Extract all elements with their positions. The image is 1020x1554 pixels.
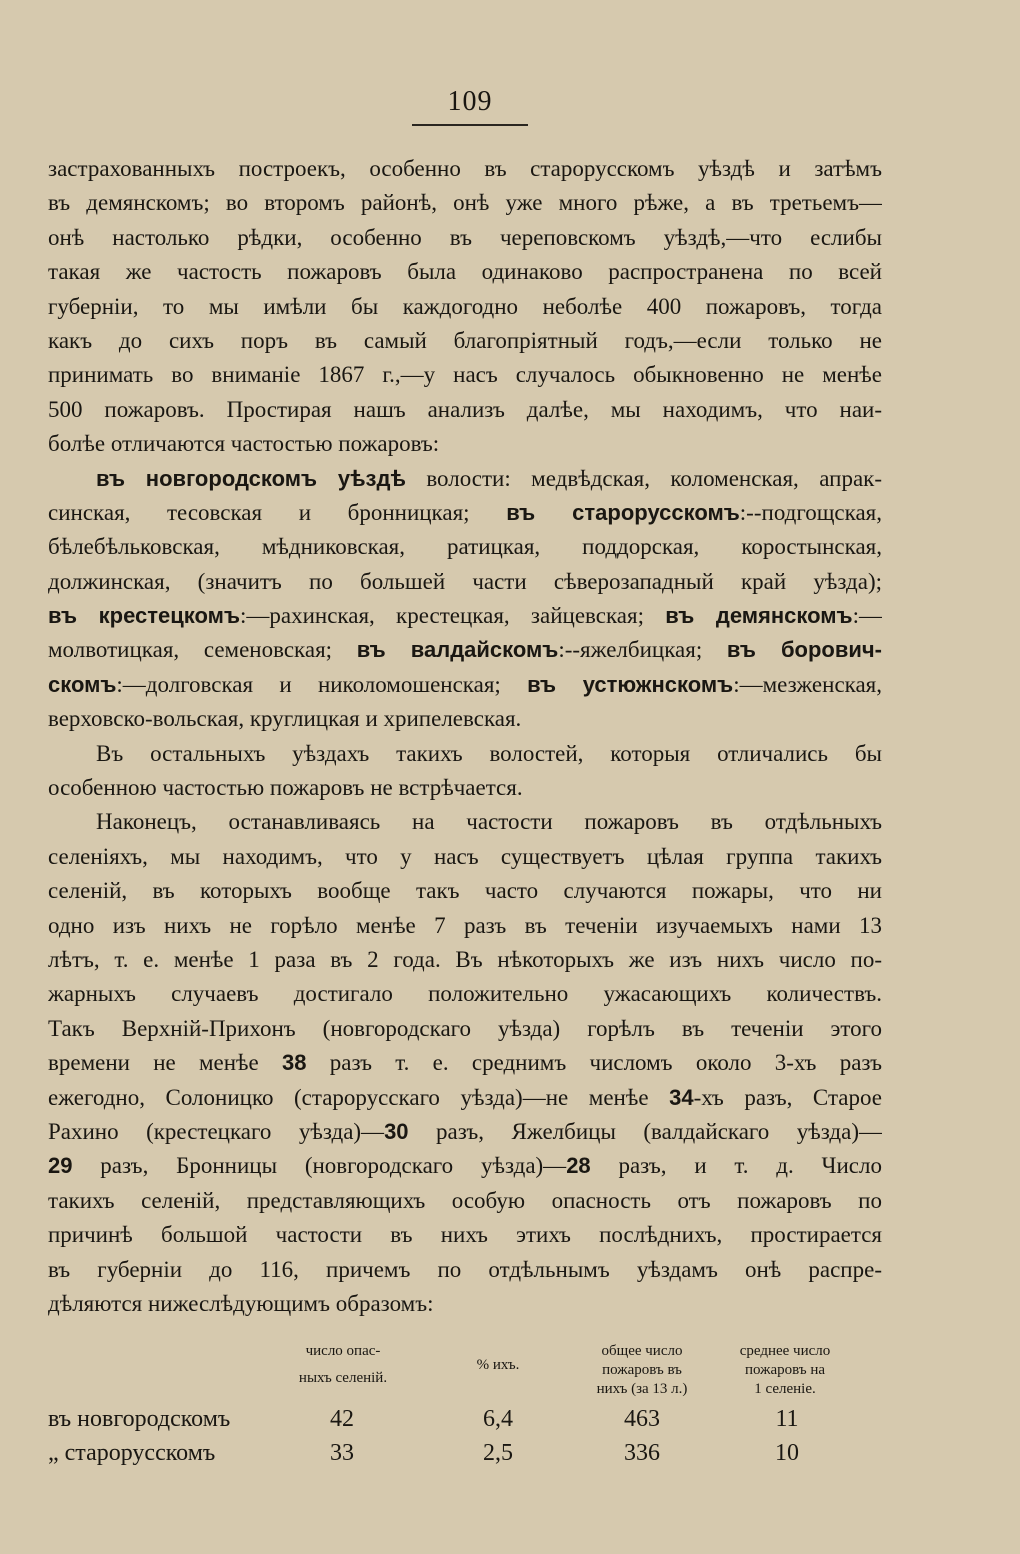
district-name: въ старорусскомъ — [506, 499, 740, 525]
dangerous-villages-cell: 42 — [330, 1406, 354, 1432]
text-line: особенною частостью пожаровъ не встрѣчается. — [48, 775, 523, 801]
district-name: въ новгородскомъ уѣздѣ — [96, 465, 406, 491]
fire-count: 30 — [384, 1118, 409, 1144]
text-line: бѣлебѣльковская, мѣдниковская, ратицкая, поддорская, коростынская, — [48, 534, 882, 560]
text-line: въ крестецкомъ:—рахинская, крестецкая, зайцевская; въ демянскомъ:— — [48, 603, 882, 629]
text-line: должинская, (значитъ по большей части сѣверозападный край уѣзда); — [48, 568, 882, 594]
text-line: Такъ Верхній-Прихонъ (новгородскаго уѣзда) горѣлъ въ теченіи этого — [48, 1015, 882, 1041]
fire-count: 28 — [566, 1153, 591, 1179]
text-line: въ губерніи до 116, причемъ по отдѣльнымъ уѣздамъ онѣ распре- — [48, 1256, 882, 1282]
district-name: скомъ — [48, 671, 117, 697]
text-line: молвотицкая, семеновская; въ валдайскомъ:--яжелбицкая; въ борович- — [48, 637, 882, 663]
text-line: 29 разъ, Бронницы (новгородскаго уѣзда)—28 разъ, и т. д. Число — [48, 1153, 882, 1179]
fire-count: 34 — [669, 1084, 694, 1110]
text-line: одно изъ нихъ не горѣло менѣе 7 разъ въ теченіи изучаемыхъ нами 13 — [48, 912, 882, 938]
district-name: въ крестецкомъ — [48, 603, 240, 629]
table-row — [48, 1402, 888, 1436]
header-percent: % ихъ. — [476, 1357, 520, 1373]
text-line: такая же частость пожаровъ была одинаково распространена по всей — [48, 259, 882, 285]
district-name: въ валдайскомъ — [356, 637, 559, 663]
header-dangerous-villages: число опас- ныхъ селеній. — [298, 1343, 388, 1386]
district-name: въ борович- — [726, 637, 882, 663]
text-line: ежегодно, Солоницко (старорусскаго уѣзда)—не менѣе 34-хъ разъ, Старое — [48, 1084, 882, 1110]
average-fires-cell: 11 — [775, 1406, 799, 1432]
text-line: въ новгородскомъ уѣздѣ волости: медвѣдская, коломенская, апрак- — [96, 465, 882, 491]
text-line: 500 пожаровъ. Простирая нашъ анализъ далѣе, мы находимъ, что наи- — [48, 396, 882, 422]
header-average-fires: среднее число пожаровъ на 1 селеніе. — [739, 1343, 831, 1397]
page-number: 109 — [447, 86, 493, 117]
text-line: какъ до сихъ поръ въ самый благопріятный годъ,—если только не — [48, 327, 882, 353]
text-line: Въ остальныхъ уѣздахъ такихъ волостей, которыя отличались бы — [96, 740, 882, 766]
text-line: скомъ:—долговская и николомошенская; въ устюжнскомъ:—мезженская, — [48, 671, 882, 697]
text-line: дѣляются нижеслѣдующимъ образомъ: — [48, 1290, 434, 1316]
fire-count: 29 — [48, 1153, 73, 1179]
body-text — [48, 152, 882, 1321]
district-cell: „ старорусскомъ — [48, 1440, 216, 1466]
header-total-fires: общее число пожаровъ въ нихъ (за 13 л.) — [596, 1343, 688, 1397]
district-cell: въ новгородскомъ — [48, 1406, 231, 1432]
text-line: въ демянскомъ; во второмъ районѣ, онѣ уже много рѣже, а въ третьемъ— — [48, 190, 882, 216]
text-line: застрахованныхъ построекъ, особенно въ старорусскомъ уѣздѣ и затѣмъ — [48, 156, 882, 181]
district-name: въ демянскомъ — [665, 603, 853, 629]
percent-cell: 2,5 — [483, 1440, 513, 1466]
text-line: селеніяхъ, мы находимъ, что у насъ существуетъ цѣлая группа такихъ — [48, 843, 882, 869]
text-line: такихъ селеній, представляющихъ особую опасность отъ пожаровъ по — [48, 1187, 882, 1213]
text-line: болѣе отличаются частостью пожаровъ: — [48, 431, 440, 457]
percent-cell: 6,4 — [483, 1406, 513, 1432]
text-line: жарныхъ случаевъ достигало положительно ужасающихъ количествъ. — [48, 981, 882, 1007]
district-name: въ устюжнскомъ — [527, 671, 734, 697]
text-line: Наконецъ, останавливаясь на частости пожаровъ въ отдѣльныхъ — [96, 809, 882, 835]
text-line: принимать во вниманіе 1867 г.,—у насъ случалось обыкновенно не менѣе — [48, 362, 882, 388]
text-line: времени не менѣе 38 разъ т. е. среднимъ числомъ около 3-хъ разъ — [48, 1050, 882, 1076]
text-line: Рахино (крестецкаго уѣзда)—30 разъ, Яжелбицы (валдайскаго уѣзда)— — [48, 1118, 882, 1144]
text-line: губерніи, то мы имѣли бы каждогодно неболѣе 400 пожаровъ, тогда — [48, 293, 882, 319]
text-line: онѣ настолько рѣдки, особенно въ череповскомъ уѣздѣ,—что еслибы — [48, 224, 882, 250]
table-row — [48, 1436, 888, 1470]
dangerous-villages-cell: 33 — [330, 1440, 354, 1466]
page-number-rule — [412, 124, 528, 126]
total-fires-cell: 336 — [624, 1440, 660, 1466]
text-line: синская, тесовская и бронницкая; въ старорусскомъ:--подгощская, — [48, 499, 882, 525]
fire-count: 38 — [282, 1050, 307, 1076]
total-fires-cell: 463 — [624, 1406, 660, 1432]
text-line: селеній, въ которыхъ вообще такъ часто случаются пожары, что ни — [48, 878, 882, 904]
average-fires-cell: 10 — [775, 1440, 799, 1466]
text-line: причинѣ большой частости въ нихъ этихъ послѣднихъ, простирается — [48, 1222, 882, 1248]
text-line: верховско-вольская, круглицкая и хрипелевская. — [48, 706, 522, 732]
text-line: лѣтъ, т. е. менѣе 1 раза въ 2 года. Въ нѣкоторыхъ же изъ нихъ число по- — [48, 946, 882, 972]
